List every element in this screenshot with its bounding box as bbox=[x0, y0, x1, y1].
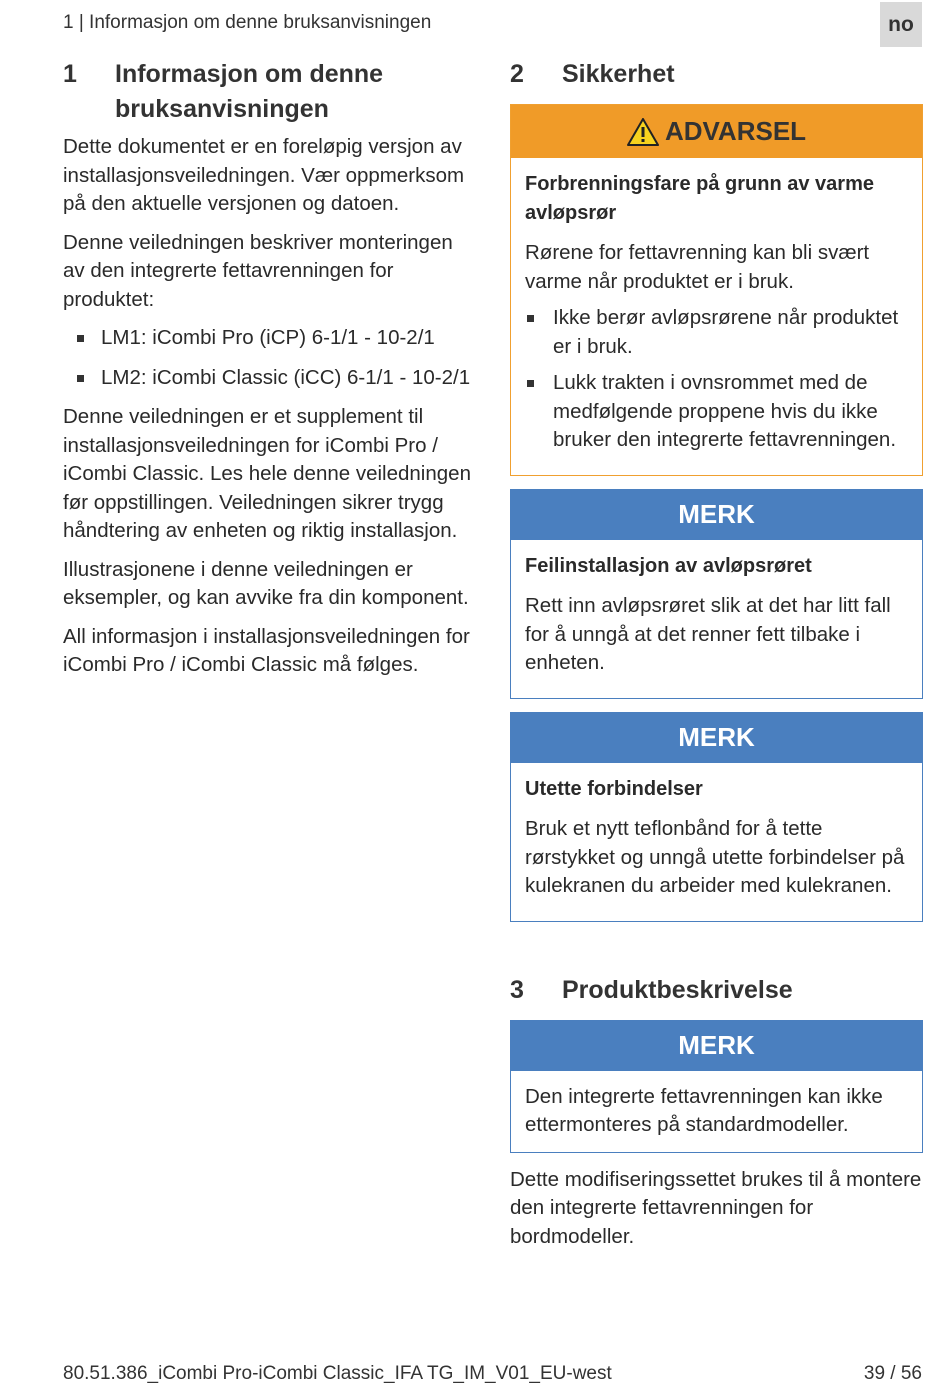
bullet-icon bbox=[77, 335, 84, 342]
note-header: MERK bbox=[511, 490, 922, 540]
note-header: MERK bbox=[511, 1021, 922, 1071]
warning-triangle-icon bbox=[627, 118, 659, 146]
note-header: MERK bbox=[511, 713, 922, 763]
note-text: Den integrerte fettavrenningen kan ikke ettermonteres på standardmodeller. bbox=[525, 1084, 883, 1136]
list-item: Lukk trakten i ovnsrommet med de medfølgende proppene hvis du ikke bruker den integrerte fettavrenningen. bbox=[525, 369, 908, 455]
paragraph: Denne veiledningen beskriver monteringen av den integrerte fettavrenningen for produktet: bbox=[63, 230, 453, 311]
running-header: 1 | Informasjon om denne bruksanvisningen bbox=[63, 12, 432, 33]
section-title: Sikkerhet bbox=[562, 60, 675, 88]
section-number: 2 bbox=[510, 60, 524, 88]
section-2-heading bbox=[510, 57, 923, 92]
right-column bbox=[510, 57, 923, 1261]
page-number: 39 / 56 bbox=[863, 1363, 922, 1384]
section-number: 3 bbox=[510, 975, 524, 1004]
bullet-icon bbox=[527, 380, 534, 387]
note-text: Bruk et nytt teflonbånd for å tette rørstykket og unngå utette forbindelser på kulekranen du arbeider med kulekranen. bbox=[525, 817, 905, 897]
list-item: LM1: iCombi Pro (iCP) 6-1/1 - 10-2/1 bbox=[63, 324, 478, 353]
note-box bbox=[510, 1020, 923, 1153]
paragraph: Denne veiledningen er et supplement til installasjonsveiledningen for iCombi Pro / iCombi Classic. Les hele denne veiledningen før oppstillingen. Veiledningen sikrer trygg håndtering av enheten og riktig installasjon. bbox=[63, 405, 471, 542]
footer-document-id: 80.51.386_iCombi Pro-iCombi Classic_IFA TG_IM_V01_EU-west bbox=[63, 1363, 612, 1384]
note-title: Feilinstallasjon av avløpsrøret bbox=[525, 554, 812, 577]
warning-box bbox=[510, 104, 923, 476]
paragraph: Dette dokumentet er en foreløpig versjon av installasjonsveiledningen. Vær oppmerksom på den aktuelle versjonen og datoen. bbox=[63, 135, 465, 215]
language-badge: no bbox=[880, 2, 922, 47]
list-item: Ikke berør avløpsrørene når produktet er i bruk. bbox=[525, 304, 908, 361]
warning-label: ADVARSEL bbox=[664, 116, 807, 146]
paragraph: Illustrasjonene i denne veiledningen er eksempler, og kan avvike fra din komponent. bbox=[63, 557, 469, 609]
left-column bbox=[63, 57, 478, 690]
note-box bbox=[510, 489, 923, 699]
note-text: Rett inn avløpsrøret slik at det har litt fall for å unngå at det renner fett tilbake i enheten. bbox=[525, 594, 891, 674]
warning-header bbox=[511, 105, 922, 158]
bullet-icon bbox=[77, 375, 84, 382]
warning-text: Rørene for fettavrenning kan bli svært varme når produktet er i bruk. bbox=[525, 241, 870, 293]
warning-title: Forbrenningsfare på grunn av varme avløpsrør bbox=[525, 173, 874, 224]
note-box bbox=[510, 712, 923, 922]
section-number: 1 bbox=[63, 60, 77, 88]
section-1-heading bbox=[63, 57, 478, 127]
list-item: LM2: iCombi Classic (iCC) 6-1/1 - 10-2/1 bbox=[63, 364, 478, 393]
section-3-heading bbox=[510, 973, 923, 1008]
paragraph: All informasjon i installasjonsveiledningen for iCombi Pro / iCombi Classic må følges. bbox=[63, 624, 470, 676]
note-title: Utette forbindelser bbox=[525, 777, 703, 800]
bullet-icon bbox=[527, 315, 534, 322]
paragraph: Dette modifiseringssettet brukes til å montere den integrerte fettavrenningen for bordmodeller. bbox=[510, 1167, 922, 1248]
section-title: Informasjon om denne bruksanvisningen bbox=[115, 60, 384, 123]
product-list bbox=[63, 324, 478, 392]
section-title: Produktbeskrivelse bbox=[562, 975, 793, 1004]
